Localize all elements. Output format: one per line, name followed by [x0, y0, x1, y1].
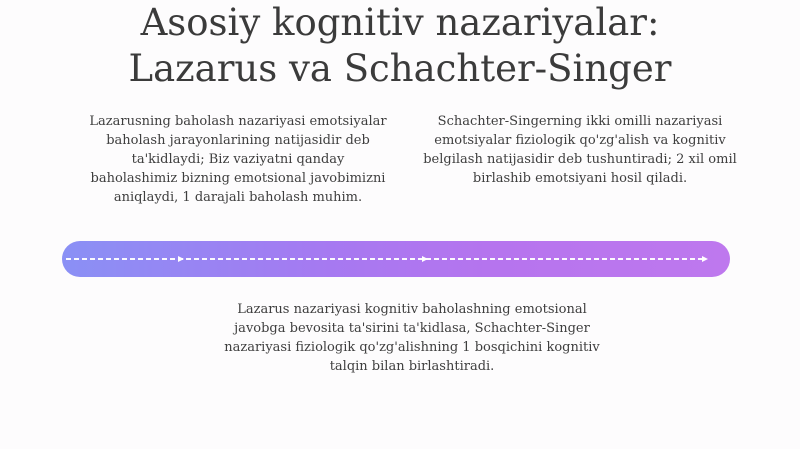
slide-title — [0, 0, 800, 92]
comparison-summary: Lazarus nazariyasi kognitiv baholashning emotsional javobga bevosita ta'sirini ta'kidlasa, Schachter-Singer nazariyasi fiziologik qo'zg'alishning 1 bosqichini kognitiv talqin bilan birlashtiradi. — [224, 302, 600, 374]
arrow-right-icon — [702, 256, 708, 262]
title-line-1: Asosiy kognitiv nazariyalar: — [140, 1, 660, 44]
schachter-singer-description: Schachter-Singerning ikki omilli nazariyasi emotsiyalar fiziologik qo'zg'alish va kognitiv belgilash natijasidir deb tushuntiradi; 2 xil omil birlashib emotsiyani hosil qiladi. — [423, 114, 737, 186]
title-line-2: Lazarus va Schachter-Singer — [128, 47, 672, 90]
timeline-dashed-line — [66, 258, 706, 260]
timeline-bar — [62, 241, 730, 277]
arrow-right-icon — [422, 256, 428, 262]
arrow-right-icon — [178, 256, 184, 262]
lazarus-description: Lazarusning baholash nazariyasi emotsiyalar baholash jarayonlarining natijasidir deb ta'kidlaydi; Biz vaziyatni qanday baholashimiz bizning emotsional javobimizni aniqlaydi, 1 darajali baholash muhim. — [89, 114, 387, 205]
